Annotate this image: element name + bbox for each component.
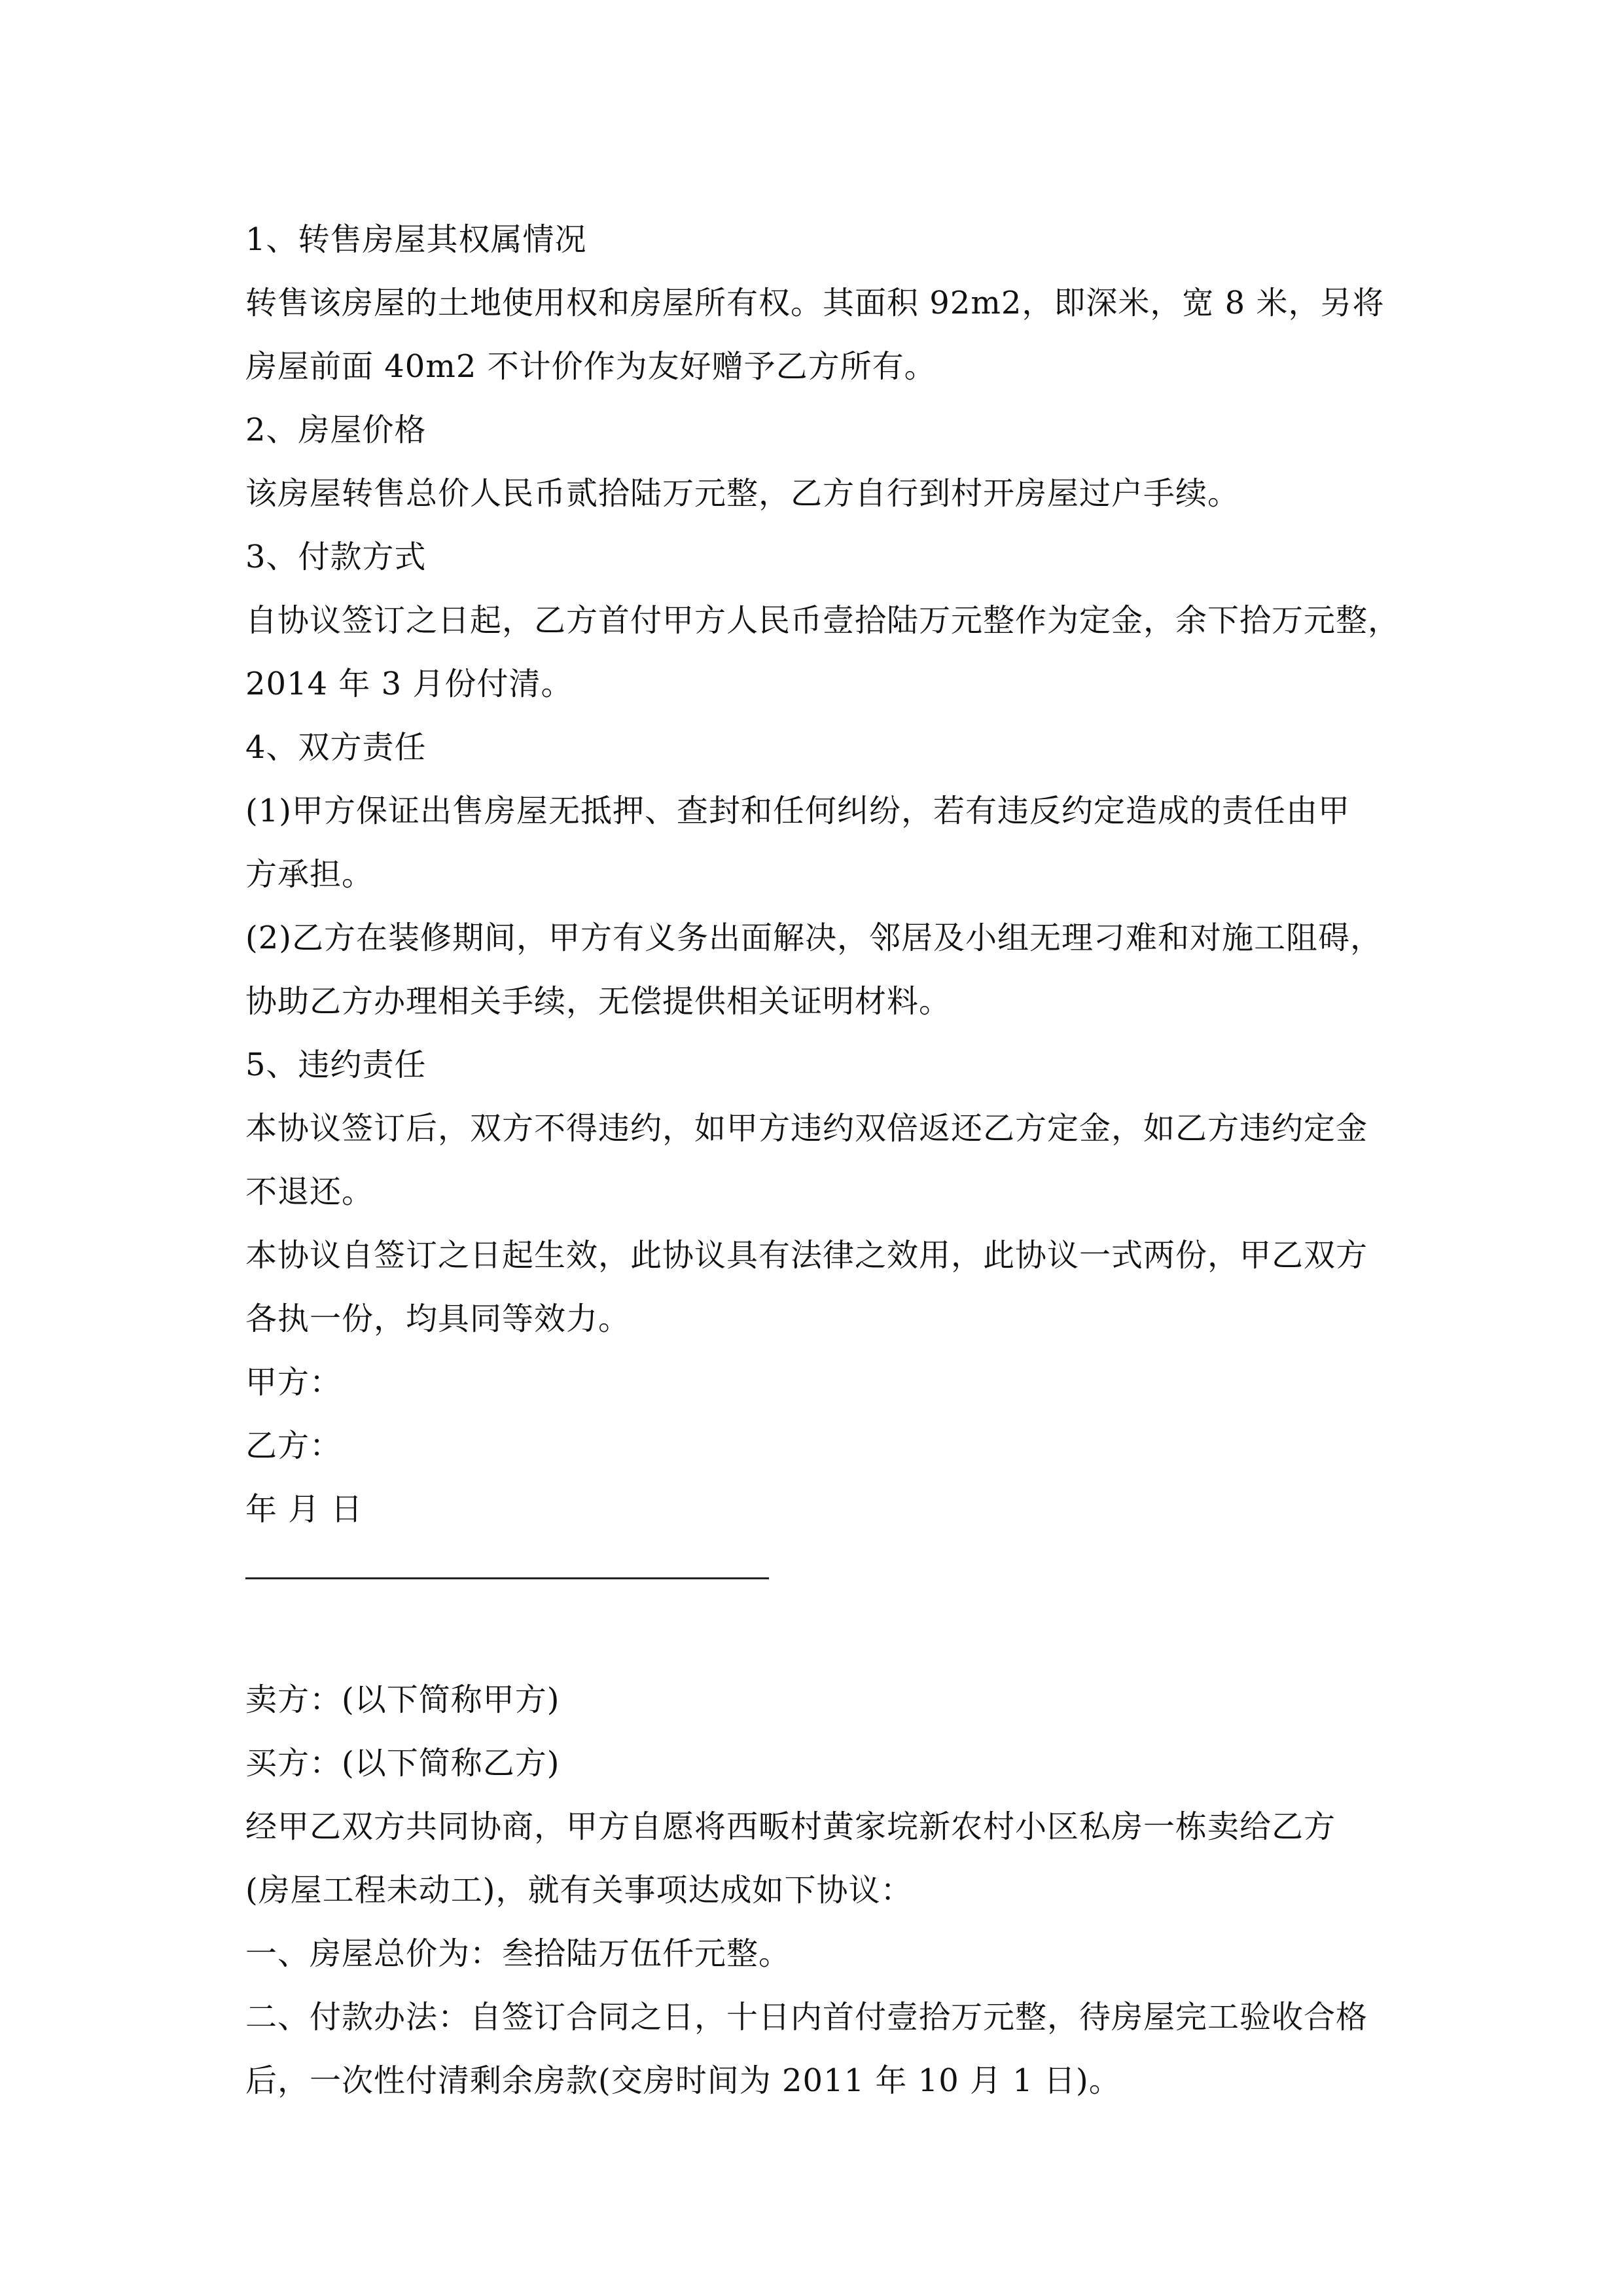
party-b-signature-label: 乙方： bbox=[245, 1427, 342, 1464]
paragraph-line: 经甲乙双方共同协商，甲方自愿将西畈村黄家垸新农村小区私房一栋卖给乙方 bbox=[245, 1808, 1336, 1845]
paragraph-line: 协助乙方办理相关手续，无偿提供相关证明材料。 bbox=[245, 983, 952, 1020]
spacer bbox=[245, 1605, 1397, 1668]
section-divider bbox=[245, 1541, 1397, 1605]
paragraph-line: (房屋工程未动工)，就有关事项达成如下协议： bbox=[245, 1872, 913, 1909]
section-heading-ownership: 1、转售房屋其权属情况 bbox=[245, 221, 587, 258]
date-label: 年 月 日 bbox=[245, 1491, 363, 1528]
paragraph-line: 房屋前面 40m2 不计价作为友好赠予乙方所有。 bbox=[245, 348, 936, 385]
paragraph-line: 该房屋转售总价人民币贰拾陆万元整，乙方自行到村开房屋过户手续。 bbox=[245, 475, 1240, 512]
seller-label: 卖方：(以下简称甲方) bbox=[245, 1681, 560, 1718]
paragraph-line: 方承担。 bbox=[245, 856, 374, 893]
document-page bbox=[245, 208, 1400, 2113]
buyer-label: 买方：(以下简称乙方) bbox=[245, 1745, 560, 1782]
clause-total-price: 一、房屋总价为：叁拾陆万伍仟元整。 bbox=[245, 1935, 791, 1972]
divider-rule bbox=[245, 1577, 769, 1579]
section-heading-price: 2、房屋价格 bbox=[245, 412, 427, 448]
paragraph-line: 本协议签订后，双方不得违约，如甲方违约双倍返还乙方定金，如乙方违约定金 bbox=[245, 1110, 1368, 1147]
section-heading-payment: 3、付款方式 bbox=[245, 539, 427, 575]
paragraph-line: 转售该房屋的土地使用权和房屋所有权。其面积 92m2，即深米，宽 8 米，另将 bbox=[245, 285, 1385, 321]
paragraph-line: 2014 年 3 月份付清。 bbox=[245, 666, 573, 702]
section-heading-responsibilities: 4、双方责任 bbox=[245, 729, 427, 766]
paragraph-line: 本协议自签订之日起生效，此协议具有法律之效用，此协议一式两份，甲乙双方 bbox=[245, 1237, 1368, 1274]
paragraph-line: 后，一次性付清剩余房款(交房时间为 2011 年 10 月 1 日)。 bbox=[245, 2062, 1121, 2099]
paragraph-line: 自协议签订之日起，乙方首付甲方人民币壹拾陆万元整作为定金，余下拾万元整， bbox=[245, 602, 1400, 639]
party-a-signature-label: 甲方： bbox=[245, 1364, 342, 1401]
paragraph-line: 不退还。 bbox=[245, 1174, 374, 1210]
paragraph-line: (1)甲方保证出售房屋无抵押、查封和任何纠纷，若有违反约定造成的责任由甲 bbox=[245, 793, 1350, 829]
paragraph-line: (2)乙方在装修期间，甲方有义务出面解决，邻居及小组无理刁难和对施工阻碍， bbox=[245, 920, 1382, 956]
clause-payment-method: 二、付款办法：自签订合同之日，十日内首付壹拾万元整，待房屋完工验收合格 bbox=[245, 1999, 1368, 2036]
paragraph-line: 各执一份，均具同等效力。 bbox=[245, 1300, 631, 1337]
section-heading-breach: 5、违约责任 bbox=[245, 1047, 427, 1083]
